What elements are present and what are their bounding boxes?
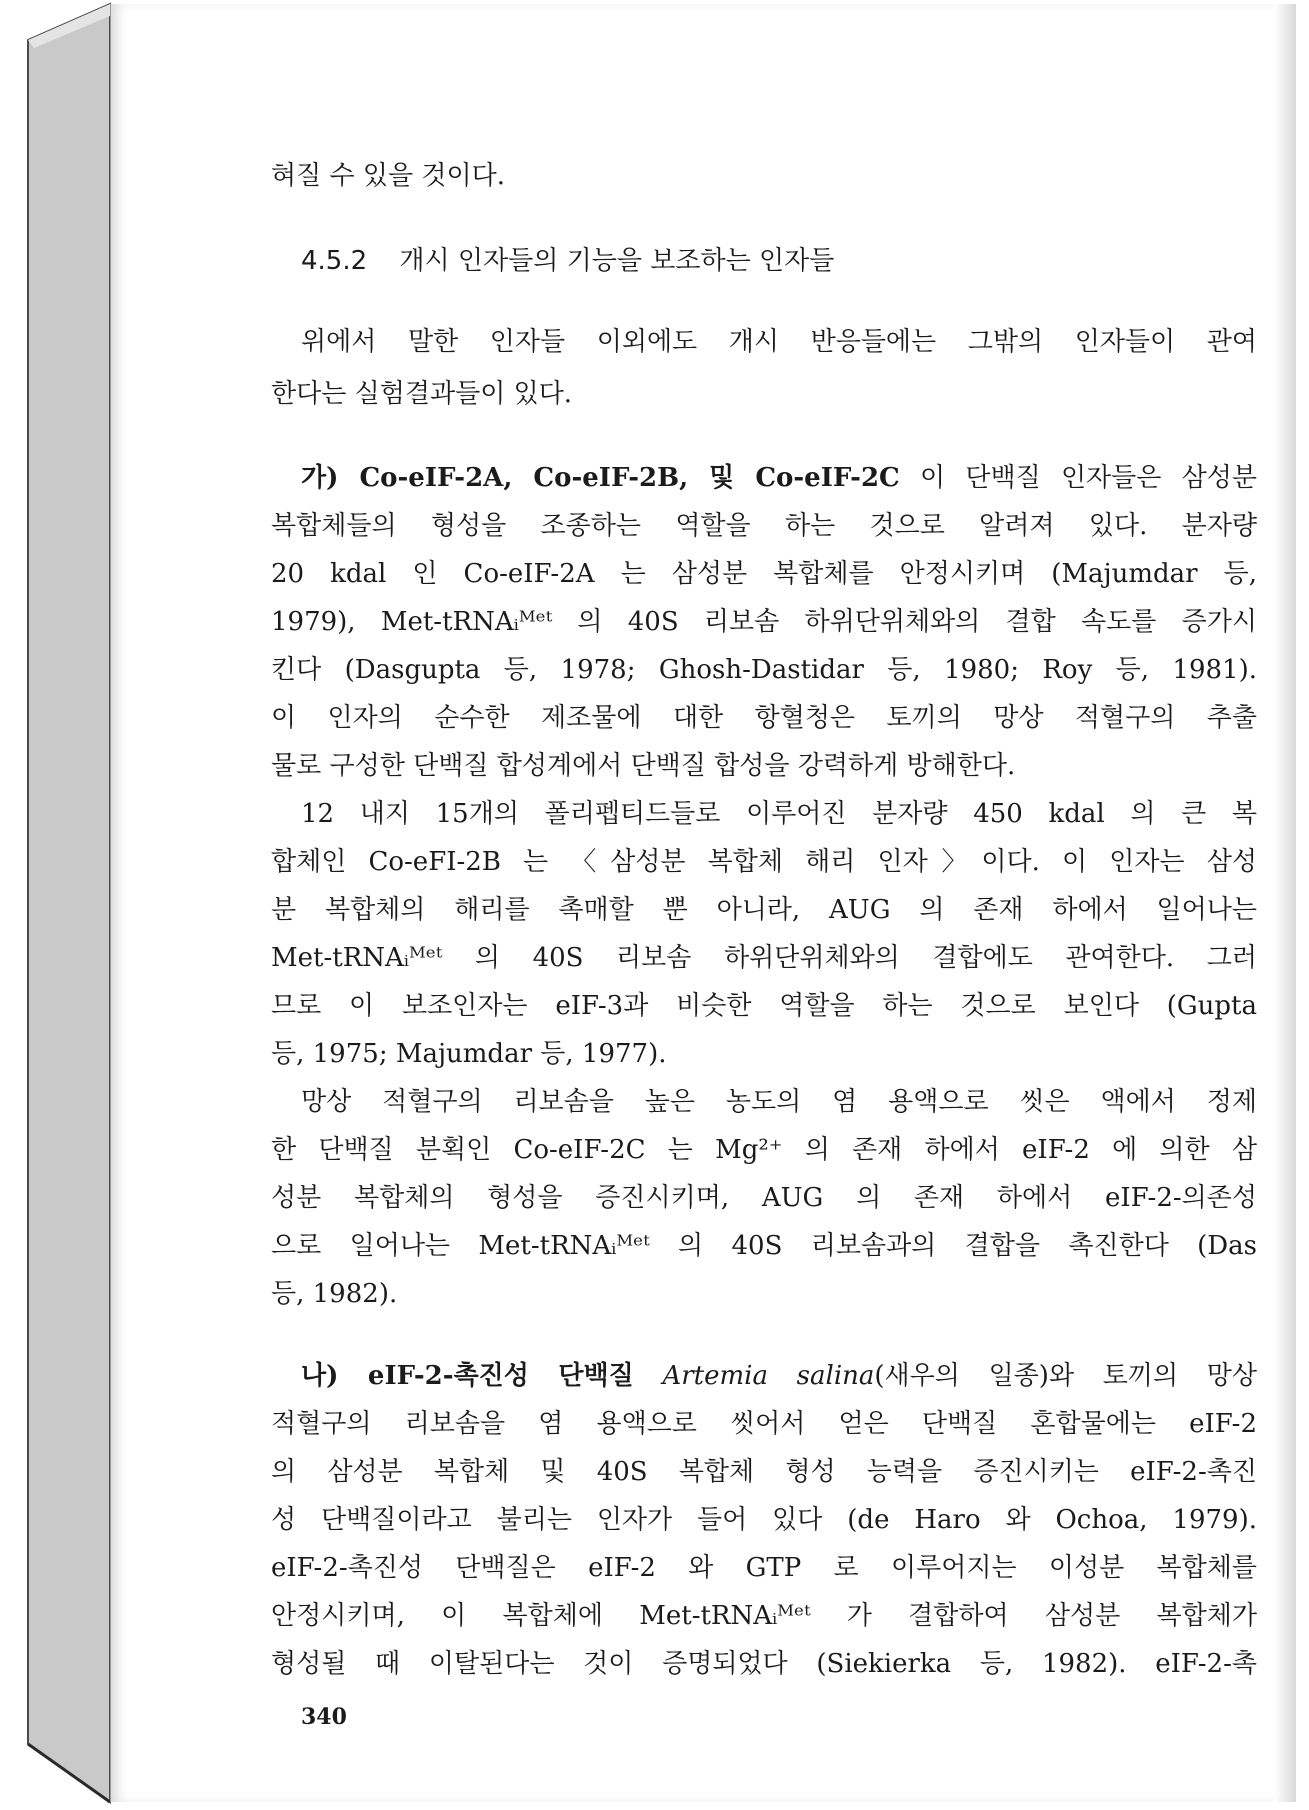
text-line: 복합체들의 형성을 조종하는 역할을 하는 것으로 알려져 있다. 분자량: [271, 511, 1257, 541]
text-line: 위에서 말한 인자들 이외에도 개시 반응들에는 그밖의 인자들이 관여: [301, 327, 1257, 357]
text-line: 한 단백질 분획인 Co-eIF-2C 는 Mg²⁺ 의 존재 하에서 eIF-2 에 의한 삼: [271, 1135, 1257, 1165]
text-line: 혀질 수 있을 것이다.: [271, 161, 505, 191]
text-line: 안정시키며, 이 복합체에 Met-tRNAᵢᴹᵉᵗ 가 결합하여 삼성분 복합체가: [271, 1601, 1257, 1631]
text-line: Met-tRNAᵢᴹᵉᵗ 의 40S 리보솜 하위단위체와의 결합에도 관여한다. 그러: [271, 943, 1257, 973]
paragraph-na-label: 나) eIF-2-촉진성 단백질: [301, 1361, 634, 1391]
text-line: 분 복합체의 해리를 촉매할 뿐 아니라, AUG 의 존재 하에서 일어나는: [271, 895, 1257, 925]
book-page: [110, 4, 1296, 1802]
text-line: 형성될 때 이탈된다는 것이 증명되었다 (Siekierka 등, 1982). eIF-2-촉: [271, 1649, 1257, 1679]
paragraph-ga-text: 이 단백질 인자들은 삼성분: [919, 463, 1258, 493]
section-title: 개시 인자들의 기능을 보조하는 인자들: [399, 246, 835, 276]
text-line: 의 삼성분 복합체 및 40S 복합체 형성 능력을 증진시키는 eIF-2-촉진: [271, 1457, 1257, 1487]
paragraph-na-species: Artemia salina: [662, 1361, 875, 1391]
text-line: 등, 1982).: [271, 1279, 398, 1309]
text-line: 12 내지 15개의 폴리펩티드들로 이루어진 분자량 450 kdal 의 큰 복: [301, 799, 1257, 829]
paragraph-ga-label: 가) Co-eIF-2A, Co-eIF-2B, 및 Co-eIF-2C: [301, 463, 900, 493]
text-line: 성분 복합체의 형성을 증진시키며, AUG 의 존재 하에서 eIF-2-의존성: [271, 1183, 1257, 1213]
text-line: 20 kdal 인 Co-eIF-2A 는 삼성분 복합체를 안정시키며 (Majumdar 등,: [271, 559, 1257, 589]
text-line: 이 인자의 순수한 제조물에 대한 항혈청은 토끼의 망상 적혈구의 추출: [271, 703, 1257, 733]
text-line: 므로 이 보조인자는 eIF-3과 비슷한 역할을 하는 것으로 보인다 (Gupta: [271, 991, 1257, 1021]
text-line: 물로 구성한 단백질 합성계에서 단백질 합성을 강력하게 방해한다.: [271, 751, 1016, 781]
text-line: 등, 1975; Majumdar 등, 1977).: [271, 1039, 667, 1069]
text-line: 성 단백질이라고 불리는 인자가 들어 있다 (de Haro 와 Ochoa, 1979).: [271, 1505, 1257, 1535]
paragraph-ga-first-line: [271, 458, 1257, 498]
text-line: 합체인 Co-eFI-2B 는 〈삼성분 복합체 해리 인자〉이다. 이 인자는 삼성: [271, 847, 1257, 877]
section-heading: [301, 241, 834, 281]
paragraph-na-first-line: [271, 1356, 1257, 1396]
section-number: 4.5.2: [301, 246, 368, 276]
text-line: 한다는 실험결과들이 있다.: [271, 379, 573, 409]
page-edge-shadow: [1274, 4, 1296, 1802]
text-line: eIF-2-촉진성 단백질은 eIF-2 와 GTP 로 이루어지는 이성분 복합체를: [271, 1553, 1257, 1583]
text-line: 으로 일어나는 Met-tRNAᵢᴹᵉᵗ 의 40S 리보솜과의 결합을 촉진한다 (Das: [271, 1231, 1257, 1261]
text-line: 적혈구의 리보솜을 염 용액으로 씻어서 얻은 단백질 혼합물에는 eIF-2: [271, 1409, 1257, 1439]
text-line: 1979), Met-tRNAᵢᴹᵉᵗ 의 40S 리보솜 하위단위체와의 결합 속도를 증가시: [271, 607, 1257, 637]
page-number: 340: [301, 1704, 347, 1730]
text-line: 킨다 (Dasgupta 등, 1978; Ghosh-Dastidar 등, 1980; Roy 등, 1981).: [271, 655, 1257, 685]
paragraph-na-text: (새우의 일종)와 토끼의 망상: [874, 1361, 1258, 1391]
text-line: 망상 적혈구의 리보솜을 높은 농도의 염 용액으로 씻은 액에서 정제: [301, 1087, 1257, 1117]
